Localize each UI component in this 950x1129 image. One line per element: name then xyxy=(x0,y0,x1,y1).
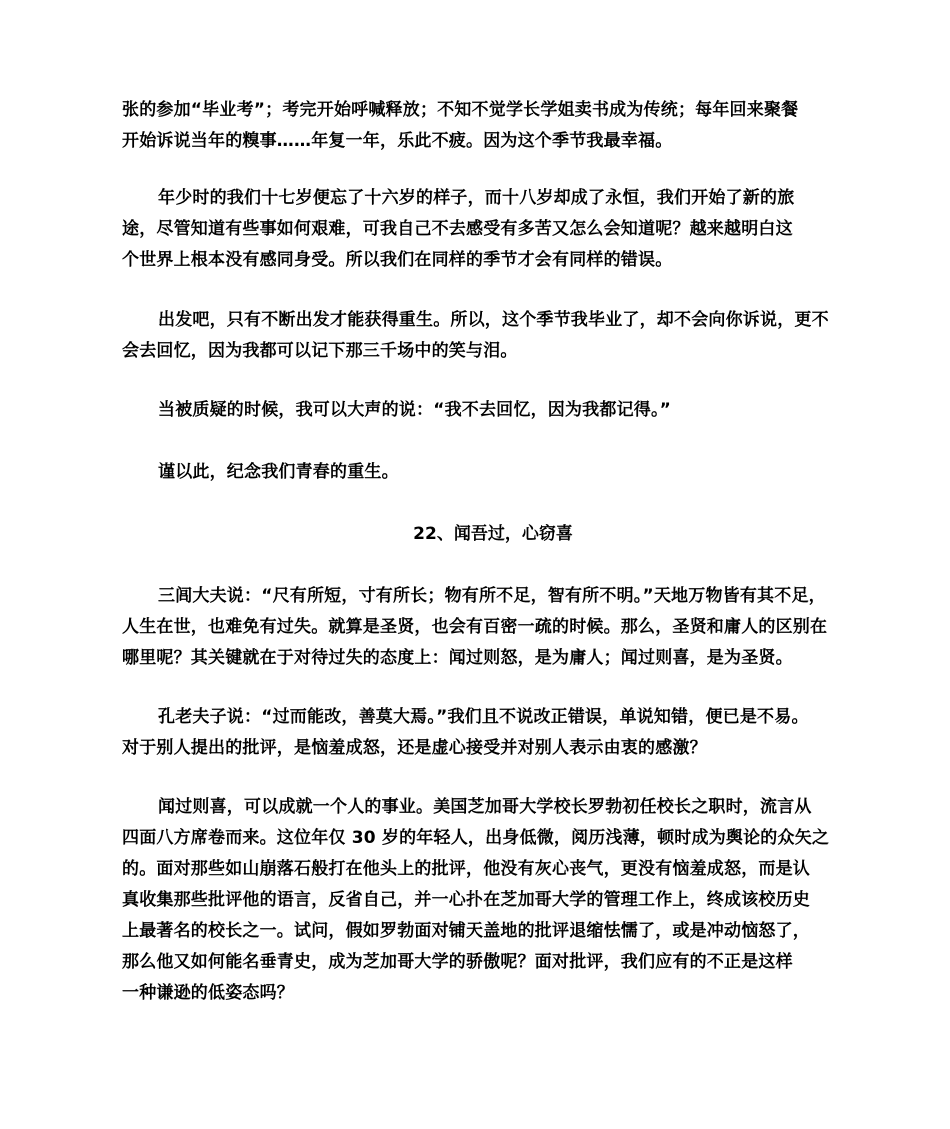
text-line: 一种谦逊的低姿态吗？ xyxy=(122,983,294,1003)
paragraph-confucius xyxy=(122,702,838,764)
text-line: 当被质疑的时候，我可以大声的说：“我不去回忆，因为我都记得。” xyxy=(158,400,672,420)
paragraph-dedication xyxy=(122,457,838,488)
text-line: 对于别人提出的批评，是恼羞成怒，还是虚心接受并对别人表示由衷的感激？ xyxy=(122,738,707,758)
text-line: 个世界上根本没有感同身受。所以我们在同样的季节才会有同样的错误。 xyxy=(122,250,673,270)
text-line: 那么他又如何能名垂青史，成为芝加哥大学的骄傲呢？面对批评，我们应有的不正是这样 xyxy=(122,952,793,972)
text-line: 四面八方席卷而来。这位年仅 30 岁的年轻人，出身低微，阅历浅薄，顿时成为舆论的众矢之 xyxy=(122,828,830,848)
text-line: 三闾大夫说：“尺有所短，寸有所长；物有所不足，智有所不明。”天地万物皆有其不足， xyxy=(158,586,826,606)
text-line: 的。面对那些如山崩落石般打在他头上的批评，他没有灰心丧气，更没有恼羞成怒，而是认 xyxy=(122,859,810,879)
text-line: 张的参加“毕业考”；考完开始呼喊释放；不知不觉学长学姐卖书成为传统；每年回来聚餐 xyxy=(122,100,799,120)
section-heading: 22、闻吾过，心窃喜 xyxy=(413,524,573,544)
text-line: 人生在世，也难免有过失。就算是圣贤，也会有百密一疏的时候。那么，圣贤和庸人的区别在 xyxy=(122,617,828,637)
paragraph-set-off xyxy=(122,305,838,367)
paragraph-chicago-president xyxy=(122,792,838,1009)
paragraph-sanlv-dafu xyxy=(122,581,838,674)
text-line: 开始诉说当年的糗事……年复一年，乐此不疲。因为这个季节我最幸福。 xyxy=(122,131,673,151)
text-line: 年少时的我们十七岁便忘了十六岁的样子，而十八岁却成了永恒，我们开始了新的旅 xyxy=(158,188,795,208)
text-line: 出发吧，只有不断出发才能获得重生。所以，这个季节我毕业了，却不会向你诉说，更不 xyxy=(158,310,829,330)
text-line: 真收集那些批评他的语言，反省自己，并一心扑在芝加哥大学的管理工作上，终成该校历史 xyxy=(122,890,810,910)
paragraph-questioned xyxy=(122,395,838,426)
text-line: 孔老夫子说：“过而能改，善莫大焉。”我们且不说改正错误，单说知错，便已是不易。 xyxy=(158,707,809,727)
text-line: 哪里呢？其关键就在于对待过失的态度上：闻过则怒，是为庸人；闻过则喜，是为圣贤。 xyxy=(122,648,793,668)
paragraph-youth xyxy=(122,183,838,276)
paragraph-graduation-tradition xyxy=(122,95,838,157)
text-line: 谨以此，纪念我们青春的重生。 xyxy=(158,462,399,482)
text-line: 上最著名的校长之一。试问，假如罗勃面对铺天盖地的批评退缩怯懦了，或是冲动恼怒了， xyxy=(122,921,810,941)
text-line: 闻过则喜，可以成就一个人的事业。美国芝加哥大学校长罗勃初任校长之职时，流言从 xyxy=(158,797,812,817)
text-line: 途，尽管知道有些事如何艰难，可我自己不去感受有多苦又怎么会知道呢？越来越明白这 xyxy=(122,219,793,239)
text-line: 会去回忆，因为我都可以记下那三千场中的笑与泪。 xyxy=(122,341,518,361)
